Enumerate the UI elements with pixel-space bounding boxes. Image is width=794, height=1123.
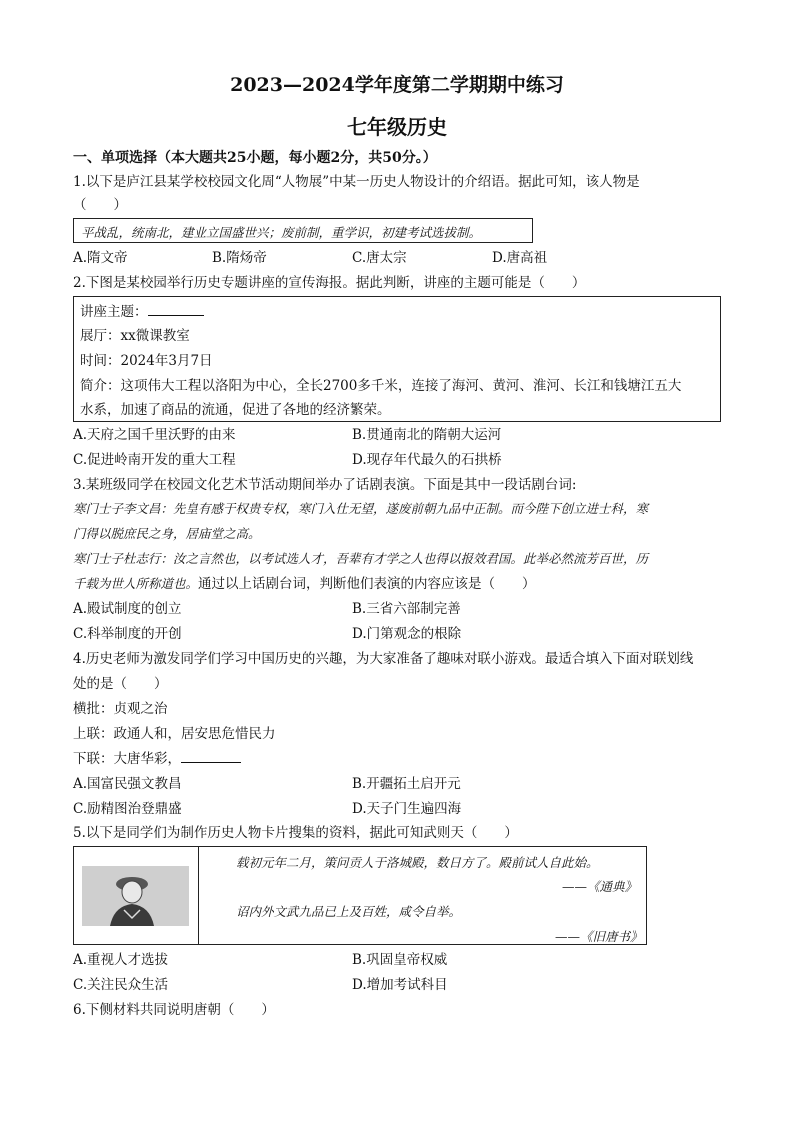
q5-source-1: ——《通典》: [562, 879, 638, 894]
q2-option-c[interactable]: C.促进岭南开发的重大工程: [73, 452, 236, 468]
q4-option-c[interactable]: C.励精图治登鼎盛: [73, 801, 182, 817]
q3-dialogue-4: 千载为世人所称道也。通过以上话剧台词，判断他们表演的内容应该是（ ）: [73, 576, 536, 592]
q3-dialogue-1: 寒门士子李文昌：先皇有感于权贵专权，寒门入仕无望，遂废前朝九品中正制。而今陛下创立进士科，寒: [73, 501, 649, 516]
q2-poster-hall: 展厅：xx微课教室: [80, 328, 190, 344]
q4-option-a[interactable]: A.国富民强文教昌: [73, 776, 182, 792]
q2-poster-box: [73, 296, 721, 422]
q5-option-b[interactable]: B.巩固皇帝权威: [352, 952, 448, 968]
q3-option-c[interactable]: C.科举制度的开创: [73, 626, 182, 642]
q5-quote-2: 诏内外文武九品已上及百姓，咸令自举。: [236, 904, 462, 919]
q2-stem: 2.下图是某校园举行历史专题讲座的宣传海报。据此判断，讲座的主题可能是（ ）: [73, 275, 586, 291]
q5-quote-1: 载初元年二月，策问贡人于洛城殿，数日方了。殿前试人自此始。: [236, 855, 599, 870]
q4-hengpi: 横批：贞观之治: [73, 701, 168, 717]
q2-poster-intro-2: 水系，加速了商品的流通，促进了各地的经济繁荣。: [80, 402, 391, 418]
q3-dialogue-2: 门得以脱庶民之身，居庙堂之高。: [73, 526, 261, 541]
q2-poster-intro-1: 简介：这项伟大工程以洛阳为中心，全长2700多千米，连接了海河、黄河、淮河、长江和钱塘江五大: [80, 378, 682, 394]
exam-title: 2023—2024学年度第二学期期中练习: [230, 74, 564, 96]
q4-xialian: 下联：大唐华彩，: [73, 750, 241, 768]
q5-card-divider: [198, 846, 199, 944]
q1-option-d[interactable]: D.唐高祖: [492, 250, 548, 266]
q1-quote-text: 平战乱，统南北，建业立国盛世兴；废前制，重学识，初建考试选拔制。: [81, 225, 482, 240]
q1-quote-box: [73, 218, 533, 243]
q2-poster-topic: 讲座主题：: [80, 303, 204, 321]
q4-blank: [181, 750, 241, 763]
q1-stem-bracket: （ ）: [73, 197, 127, 213]
exam-subject: 七年级历史: [347, 115, 447, 139]
q3-dialogue-3: 寒门士子杜志行：汝之言然也，以考试选人才，吾辈有才学之人也得以报效君国。此举必然流芳百世，历: [73, 551, 649, 566]
q4-stem-2: 处的是（ ）: [73, 676, 168, 692]
q5-option-a[interactable]: A.重视人才选拔: [73, 952, 169, 968]
q3-option-b[interactable]: B.三省六部制完善: [352, 601, 461, 617]
q4-option-d[interactable]: D.天子门生遍四海: [352, 801, 462, 817]
q3-stem: 3.某班级同学在校园文化艺术节活动期间举办了话剧表演。下面是其中一段话剧台词:: [73, 477, 577, 493]
q2-option-b[interactable]: B.贯通南北的隋朝大运河: [352, 427, 502, 443]
wu-zetian-portrait: [82, 866, 189, 926]
q6-stem: 6.下侧材料共同说明唐朝（ ）: [73, 1002, 275, 1018]
q2-option-a[interactable]: A.天府之国千里沃野的由来: [73, 427, 236, 443]
q4-stem: 4.历史老师为激发同学们学习中国历史的兴趣，为大家准备了趣味对联小游戏。最适合填入下面对联划线: [73, 651, 694, 667]
q5-option-d[interactable]: D.增加考试科目: [352, 977, 448, 993]
q3-option-d[interactable]: D.门第观念的根除: [352, 626, 462, 642]
q2-poster-time: 时间：2024年3月7日: [80, 353, 213, 369]
q4-shanglian: 上联：政通人和，居安思危惜民力: [73, 726, 276, 742]
q1-option-b[interactable]: B.隋炀帝: [212, 250, 267, 266]
q4-option-b[interactable]: B.开疆拓土启开元: [352, 776, 461, 792]
q5-source-2: ——《旧唐书》: [555, 929, 643, 944]
q1-stem: 1.以下是庐江县某学校校园文化周“人物展”中某一历史人物设计的介绍语。据此可知，该人物是: [73, 174, 640, 190]
section-heading: 一、单项选择（本大题共25小题，每小题2分，共50分。）: [73, 150, 437, 166]
q1-option-a[interactable]: A.隋文帝: [73, 250, 128, 266]
q3-option-a[interactable]: A.殿试制度的创立: [73, 601, 182, 617]
portrait-image: [82, 866, 189, 926]
q1-option-c[interactable]: C.唐太宗: [352, 250, 407, 266]
q5-option-c[interactable]: C.关注民众生活: [73, 977, 169, 993]
q2-topic-blank: [148, 303, 204, 316]
q2-option-d[interactable]: D.现存年代最久的石拱桥: [352, 452, 502, 468]
q5-stem: 5.以下是同学们为制作历史人物卡片搜集的资料，据此可知武则天（ ）: [73, 825, 518, 841]
